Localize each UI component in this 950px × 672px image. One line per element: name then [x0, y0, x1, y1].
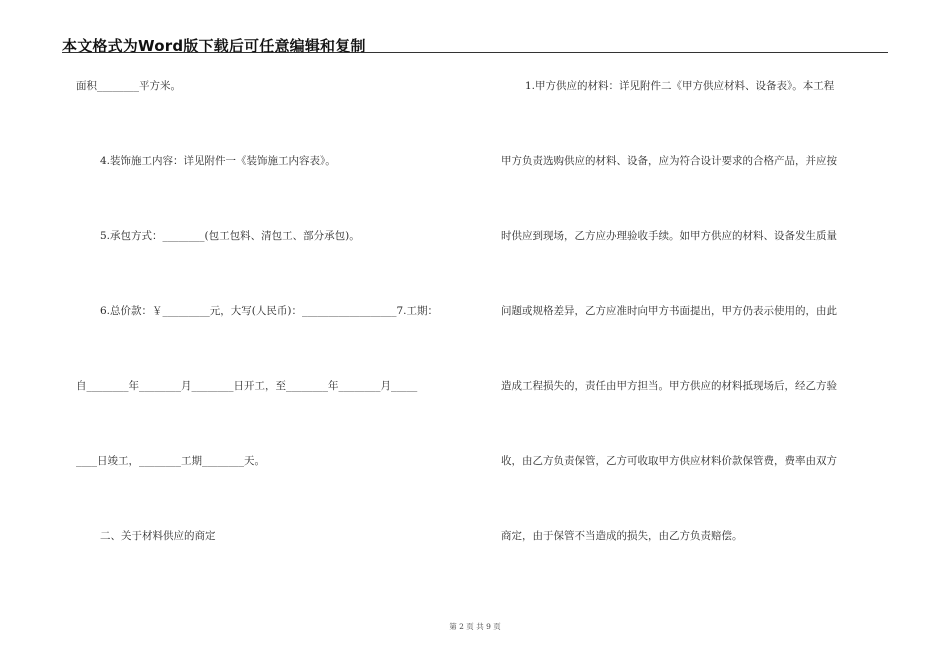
right-line-6: 收，由乙方负责保管，乙方可收取甲方供应材料价款保管费，费率由双方: [501, 455, 837, 467]
header-divider: [62, 52, 888, 53]
left-line-area: 面积________平方米。: [76, 80, 181, 92]
left-line-section-heading: 二、关于材料供应的商定: [100, 530, 216, 542]
right-line-4: 问题或规格差异，乙方应准时向甲方书面提出，甲方仍表示使用的，由此: [501, 305, 837, 317]
right-line-3: 时供应到现场，乙方应办理验收手续。如甲方供应的材料、设备发生质量: [501, 230, 837, 242]
left-line-dates: 自________年________月________日开工，至________年________月_____: [76, 380, 418, 392]
left-line-completion: ____日竣工，________工期________天。: [76, 455, 265, 467]
page-number-footer: 第 2 页 共 9 页: [449, 622, 501, 631]
right-line-5: 造成工程损失的，责任由甲方担当。甲方供应的材料抵现场后，经乙方验: [501, 380, 837, 392]
right-line-2: 甲方负责选购供应的材料、设备，应为符合设计要求的合格产品，并应按: [501, 155, 837, 167]
left-line-total-price: 6.总价款：￥_________元，大写(人民币)：__________________7.工期：: [100, 305, 438, 317]
left-line-contract-mode: 5.承包方式：________(包工包料、清包工、部分承包)。: [100, 230, 360, 242]
right-line-7: 商定，由于保管不当造成的损失，由乙方负责赔偿。: [501, 530, 743, 542]
right-line-1: 1.甲方供应的材料：详见附件二《甲方供应材料、设备表》。本工程: [525, 80, 835, 92]
document-header-title: 本文格式为Word版下载后可任意编辑和复制: [62, 37, 366, 55]
left-line-construction: 4.装饰施工内容：详见附件一《装饰施工内容表》。: [100, 155, 336, 167]
